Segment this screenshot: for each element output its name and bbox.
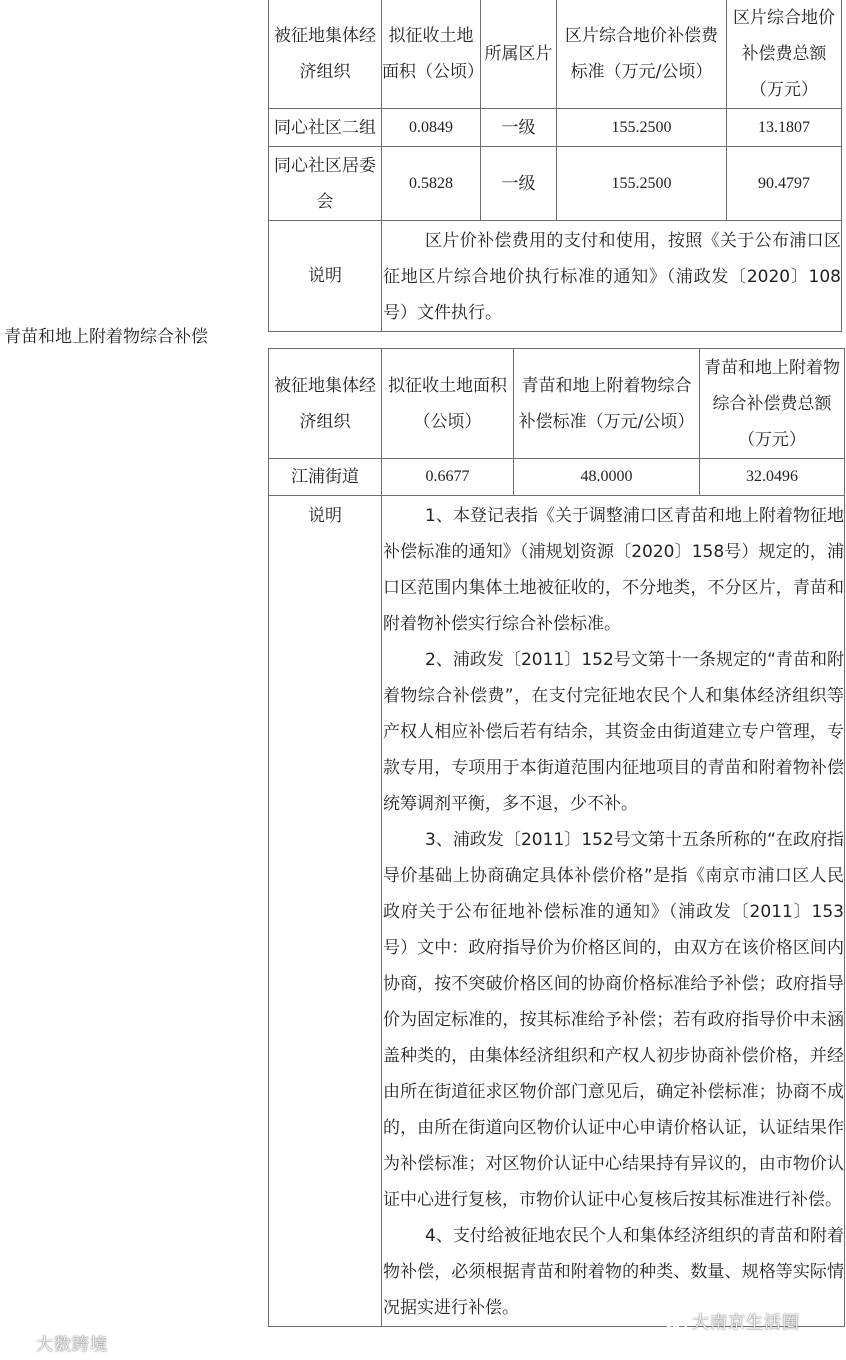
table-row <box>269 109 842 147</box>
land-price-table <box>268 0 842 332</box>
header-price-standard: 区片综合地价补偿费标准（万元/公顷） <box>557 0 727 109</box>
cell-zone: 一级 <box>481 109 557 147</box>
header-collective-org: 被征地集体经济组织 <box>269 0 382 109</box>
cell-area: 0.0849 <box>382 109 481 147</box>
note-cell <box>382 221 842 332</box>
cell-standard: 48.0000 <box>514 459 700 496</box>
cell-area: 0.6677 <box>382 459 514 496</box>
note-paragraph-2: 2、浦政发〔2011〕152号文第十一条规定的“青苗和附着物综合补偿费”，在支付完征地农民个人和集体经济组织等产权人相应补偿后若有结余，其资金由街道建立专户管理，专款专用，专项用于本街道范围内征地项目的青苗和附着物补偿统筹调剂平衡，多不退，少不补。 <box>383 650 844 814</box>
table-row <box>269 147 842 221</box>
cell-total: 13.1807 <box>727 109 842 147</box>
header-price-total: 区片综合地价补偿费总额（万元） <box>727 0 842 109</box>
note-paragraph: 区片价补偿费用的支付和使用，按照《关于公布浦口区征地区片综合地价执行标准的通知》（浦政发〔2020〕108号）文件执行。 <box>383 231 841 323</box>
note-cell <box>382 496 845 1327</box>
cell-org: 江浦街道 <box>269 459 382 496</box>
table-header-row <box>269 0 842 109</box>
header-zone: 所属区片 <box>481 0 557 109</box>
header-land-area: 拟征收土地面积（公顷） <box>382 0 481 109</box>
note-paragraph-1: 1、本登记表指《关于调整浦口区青苗和地上附着物征地补偿标准的通知》（浦规划资源〔2020〕158号）规定的，浦口区范围内集体土地被征收的，不分地类，不分区片，青苗和附着物补偿实行综合补偿标准。 <box>383 506 844 634</box>
section-label: 青苗和地上附着物综合补偿 <box>4 327 208 347</box>
cell-area: 0.5828 <box>382 147 481 221</box>
crop-compensation-table <box>268 348 845 1327</box>
watermark-right <box>664 1308 800 1333</box>
watermark-logo-icon <box>8 1336 32 1354</box>
cell-org: 同心社区居委会 <box>269 147 382 221</box>
cell-standard: 155.2500 <box>557 109 727 147</box>
header-land-area: 拟征收土地面积（公顷） <box>382 349 514 459</box>
note-label: 说明 <box>269 221 382 332</box>
header-crop-total: 青苗和地上附着物综合补偿费总额（万元） <box>700 349 845 459</box>
table-header-row <box>269 349 845 459</box>
cell-org: 同心社区二组 <box>269 109 382 147</box>
wechat-icon <box>664 1314 688 1332</box>
note-label: 说明 <box>269 496 382 1327</box>
note-paragraph-3: 3、浦政发〔2011〕152号文第十五条所称的“在政府指导价基础上协商确定具体补偿价格”是指《南京市浦口区人民政府关于公布征地补偿标准的通知》（浦政发〔2011〕153号）文中：政府指导价为价格区间的，由双方在该价格区间内协商，按不突破价格区间的协商价格标准给予补偿；政府指导价为固定标准的，按其标准给予补偿；若有政府指导价中未涵盖种类的，由集体经济组织和产权人初步协商补偿价格，并经由所在街道征求区物价部门意见后，确定补偿标准；协商不成的，由所在街道向区物价认证中心申请价格认证，认证结果作为补偿标准；对区物价认证中心结果持有异议的，由市物价认证中心进行复核，市物价认证中心复核后按其标准进行补偿。 <box>383 830 844 1210</box>
watermark-left-text: 大数跨境 <box>36 1335 108 1355</box>
header-crop-standard: 青苗和地上附着物综合补偿标准（万元/公顷） <box>514 349 700 459</box>
note-row <box>269 496 845 1327</box>
cell-total: 90.4797 <box>727 147 842 221</box>
table-row <box>269 459 845 496</box>
note-row <box>269 221 842 332</box>
watermark-left <box>8 1330 108 1355</box>
cell-zone: 一级 <box>481 147 557 221</box>
header-collective-org: 被征地集体经济组织 <box>269 349 382 459</box>
note-paragraph-4: 4、支付给被征地农民个人和集体经济组织的青苗和附着物补偿，必须根据青苗和附着物的种类、数量、规格等实际情况据实进行补偿。 <box>383 1226 844 1318</box>
watermark-right-text: 大南京生活圈 <box>692 1313 800 1333</box>
cell-total: 32.0496 <box>700 459 845 496</box>
cell-standard: 155.2500 <box>557 147 727 221</box>
